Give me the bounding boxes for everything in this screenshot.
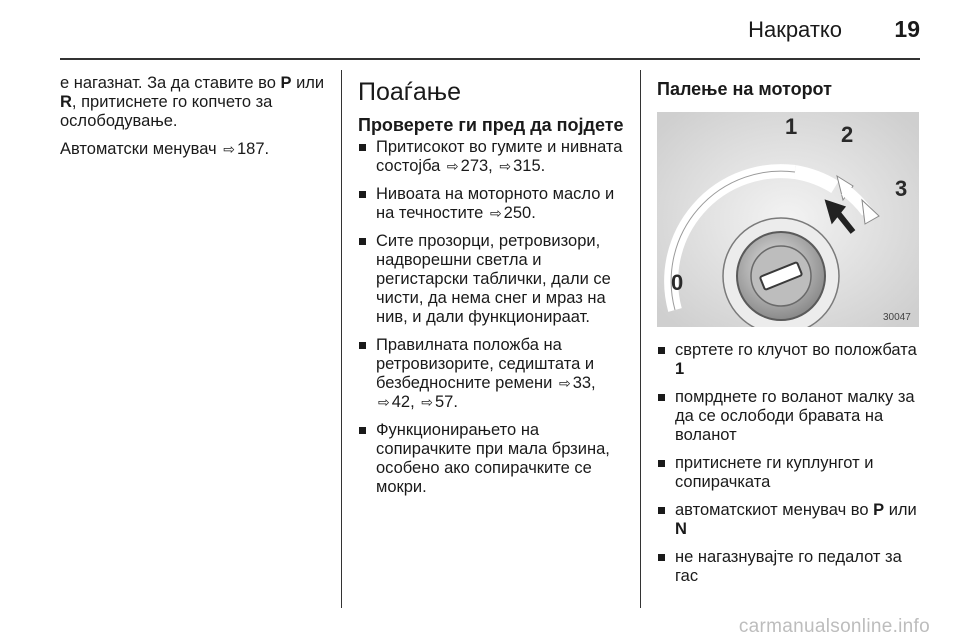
bullet-icon <box>359 144 366 151</box>
bullet-icon <box>658 347 665 354</box>
page-reference-icon: ⇨ <box>223 141 235 157</box>
column-divider-1 <box>341 70 342 608</box>
watermark: carmanualsonline.info <box>738 616 930 637</box>
list-item: Притисокот во гумите и нивната состојба ⇨ 273, ⇨ 315. <box>358 138 628 176</box>
bullet-icon <box>658 394 665 401</box>
list-item: не нагазнувајте го педалот за гас <box>657 548 927 586</box>
figure-number: 30047 <box>883 312 911 323</box>
heading-starting-engine: Палење на моторот <box>657 79 832 99</box>
list-item: автоматскиот менувач во P или N <box>657 501 927 539</box>
page-number: 19 <box>894 16 920 42</box>
list-item: Нивоата на моторното масло и на течностите ⇨ 250. <box>358 185 628 223</box>
checklist <box>358 138 628 497</box>
bullet-icon <box>658 554 665 561</box>
page-reference-icon: ⇨ <box>499 158 512 174</box>
bullet-icon <box>658 460 665 467</box>
bullet-icon <box>658 507 665 514</box>
column-1 <box>60 74 328 168</box>
column-3 <box>657 74 927 595</box>
start-steps-list <box>657 341 927 586</box>
page-reference-icon: ⇨ <box>446 158 459 174</box>
list-item: Правилната положба на ретровизорите, седиштата и безбедносните ремени ⇨ 33, ⇨ 42, ⇨ 57. <box>358 336 628 412</box>
bullet-icon <box>359 342 366 349</box>
page-reference-icon: ⇨ <box>421 394 433 410</box>
list-item: Сите прозорци, ретровизори, надворешни светла и регистарски таблички, дали се чисти, да нема снег и мраз на нив, и дали функционираат. <box>358 232 628 327</box>
bullet-icon <box>359 191 366 198</box>
column-2 <box>358 74 628 506</box>
bullet-icon <box>359 238 366 245</box>
list-item: Функционирањето на сопирачките при мала брзина, особено ако сопирачките се мокри. <box>358 421 628 497</box>
list-item: помрднете го воланот малку за да се ослободи бравата на воланот <box>657 388 927 445</box>
page-header <box>0 0 960 60</box>
header-rule <box>60 58 920 60</box>
position-label-2: 2 <box>841 122 854 147</box>
position-label-3: 3 <box>895 176 908 201</box>
position-label-0: 0 <box>671 270 684 295</box>
ignition-switch-illustration <box>657 112 919 327</box>
list-item: свртете го клучот во положбата 1 <box>657 341 927 379</box>
page-reference-icon: ⇨ <box>378 394 390 410</box>
section-title: Накратко <box>748 17 842 42</box>
page-reference-icon: ⇨ <box>489 205 502 221</box>
heading-departure: Поаѓање <box>358 78 462 106</box>
subheading-checklist: Проверете ги пред да појдете <box>358 115 624 135</box>
position-label-1: 1 <box>785 114 798 139</box>
paragraph: е нагазнат. За да ставите во P или R, притиснете го копчето за ослободување. <box>60 74 325 130</box>
page-reference-icon: ⇨ <box>558 375 571 391</box>
list-item: притиснете ги куплунгот и сопирачката <box>657 454 927 492</box>
paragraph: Автоматски менувач ⇨ 187. <box>60 140 270 158</box>
column-divider-2 <box>640 70 641 608</box>
bullet-icon <box>359 427 366 434</box>
